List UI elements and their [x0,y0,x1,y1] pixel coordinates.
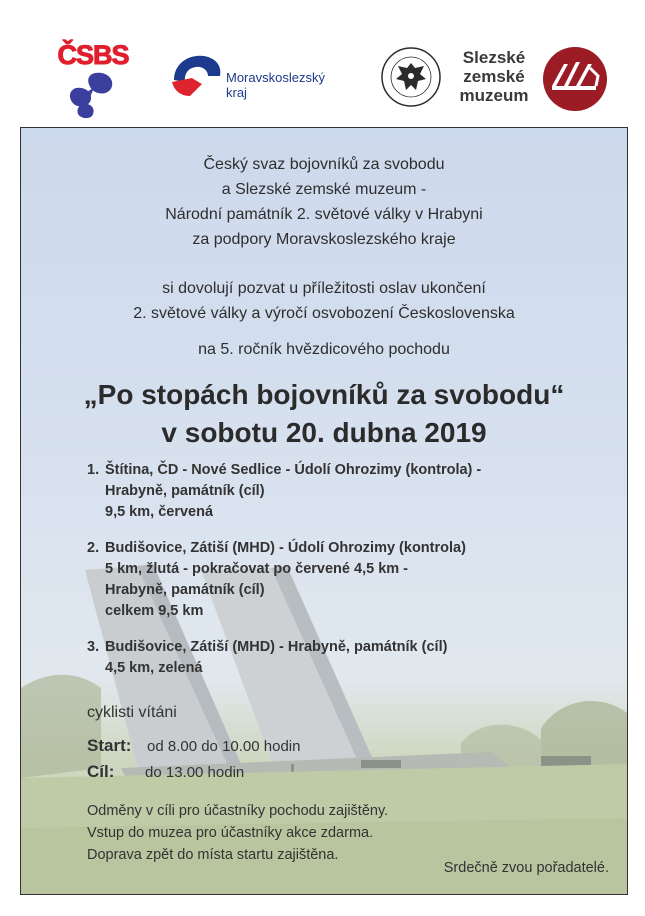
hrabyne-memorial-logo-icon [542,46,608,112]
finish-value: do 13.00 hodin [145,764,245,781]
route-line: 9,5 km, červená [105,504,214,520]
event-title: „Po stopách bojovníků za svobodu“ [83,379,565,410]
closing-line: Doprava zpět do místa startu zajištěna. [87,847,339,863]
route-line: celkem 9,5 km [105,603,204,619]
csbs-logo-text: ČSBS [57,40,129,70]
finish-row [87,762,487,788]
szm-seal-icon [380,46,442,108]
closing-line: Odměny v cíli pro účastníky pochodu zajištěny. [87,803,389,819]
invitation-text [21,276,627,326]
route-line: Štítina, ČD - Nové Sedlice - Údolí Ohrozimy (kontrola) - [105,462,482,478]
szm-name-line1: Slezské [462,48,526,67]
organizers-signature: Srdečně zvou pořadatelé. [443,860,609,876]
route-item [87,538,617,622]
intro-line: a Slezské zemské muzeum - [221,181,427,198]
finish-label: Cíl: [87,762,115,781]
start-value: od 8.00 do 10.00 hodin [147,738,301,755]
start-row [87,736,487,762]
invite-line: 2. světové války a výročí osvobození Československa [133,305,515,322]
moravskoslezsky-kraj-logo [168,50,338,110]
route-item [87,637,617,679]
szm-name-line2: zemské [463,67,525,86]
start-label: Start: [87,736,132,755]
szm-logo-text [446,48,542,105]
intro-line: Český svaz bojovníků za svobodu [203,156,445,173]
cyclists-welcome: cyklisti vítáni [87,704,177,721]
route-line: Budišovice, Zátiší (MHD) - Údolí Ohrozimy (kontrola) [105,540,466,556]
route-line: Hrabyně, památník (cíl) [105,483,265,499]
closing-notes [87,800,388,866]
szm-name-line3: muzeum [459,86,529,105]
invite-line: si dovolují pozvat u příležitosti oslav ukončení [162,280,486,297]
msk-name-line1: Moravskoslezský [226,70,325,85]
route-line: Budišovice, Zátiší (MHD) - Hrabyně, památník (cíl) [105,639,448,655]
csbs-logo [52,40,134,120]
edition-text: na 5. ročník hvězdicového pochodu [198,341,450,358]
route-line: Hrabyně, památník (cíl) [105,582,265,598]
closing-line: Vstup do muzea pro účastníky akce zdarma. [87,825,374,841]
organizers-intro [21,152,627,252]
start-finish-times [87,736,487,788]
route-number: 1. [87,462,100,478]
route-line: 5 km, žlutá - pokračovat po červené 4,5 km - [105,561,409,577]
routes-list [87,460,617,694]
event-date: v sobotu 20. dubna 2019 [161,417,487,448]
route-line: 4,5 km, zelená [105,660,203,676]
logo-strip [0,0,645,125]
intro-line: za podpory Moravskoslezského kraje [192,231,456,248]
route-number: 2. [87,540,100,556]
route-number: 3. [87,639,100,655]
poster-panel [20,127,628,895]
msk-name-line2: kraj [226,85,247,100]
linden-leaves-icon [62,70,124,120]
msk-emblem-icon [168,50,224,102]
route-item [87,460,617,523]
event-headline [21,376,627,452]
intro-line: Národní památník 2. světové války v Hrabyni [165,206,483,223]
